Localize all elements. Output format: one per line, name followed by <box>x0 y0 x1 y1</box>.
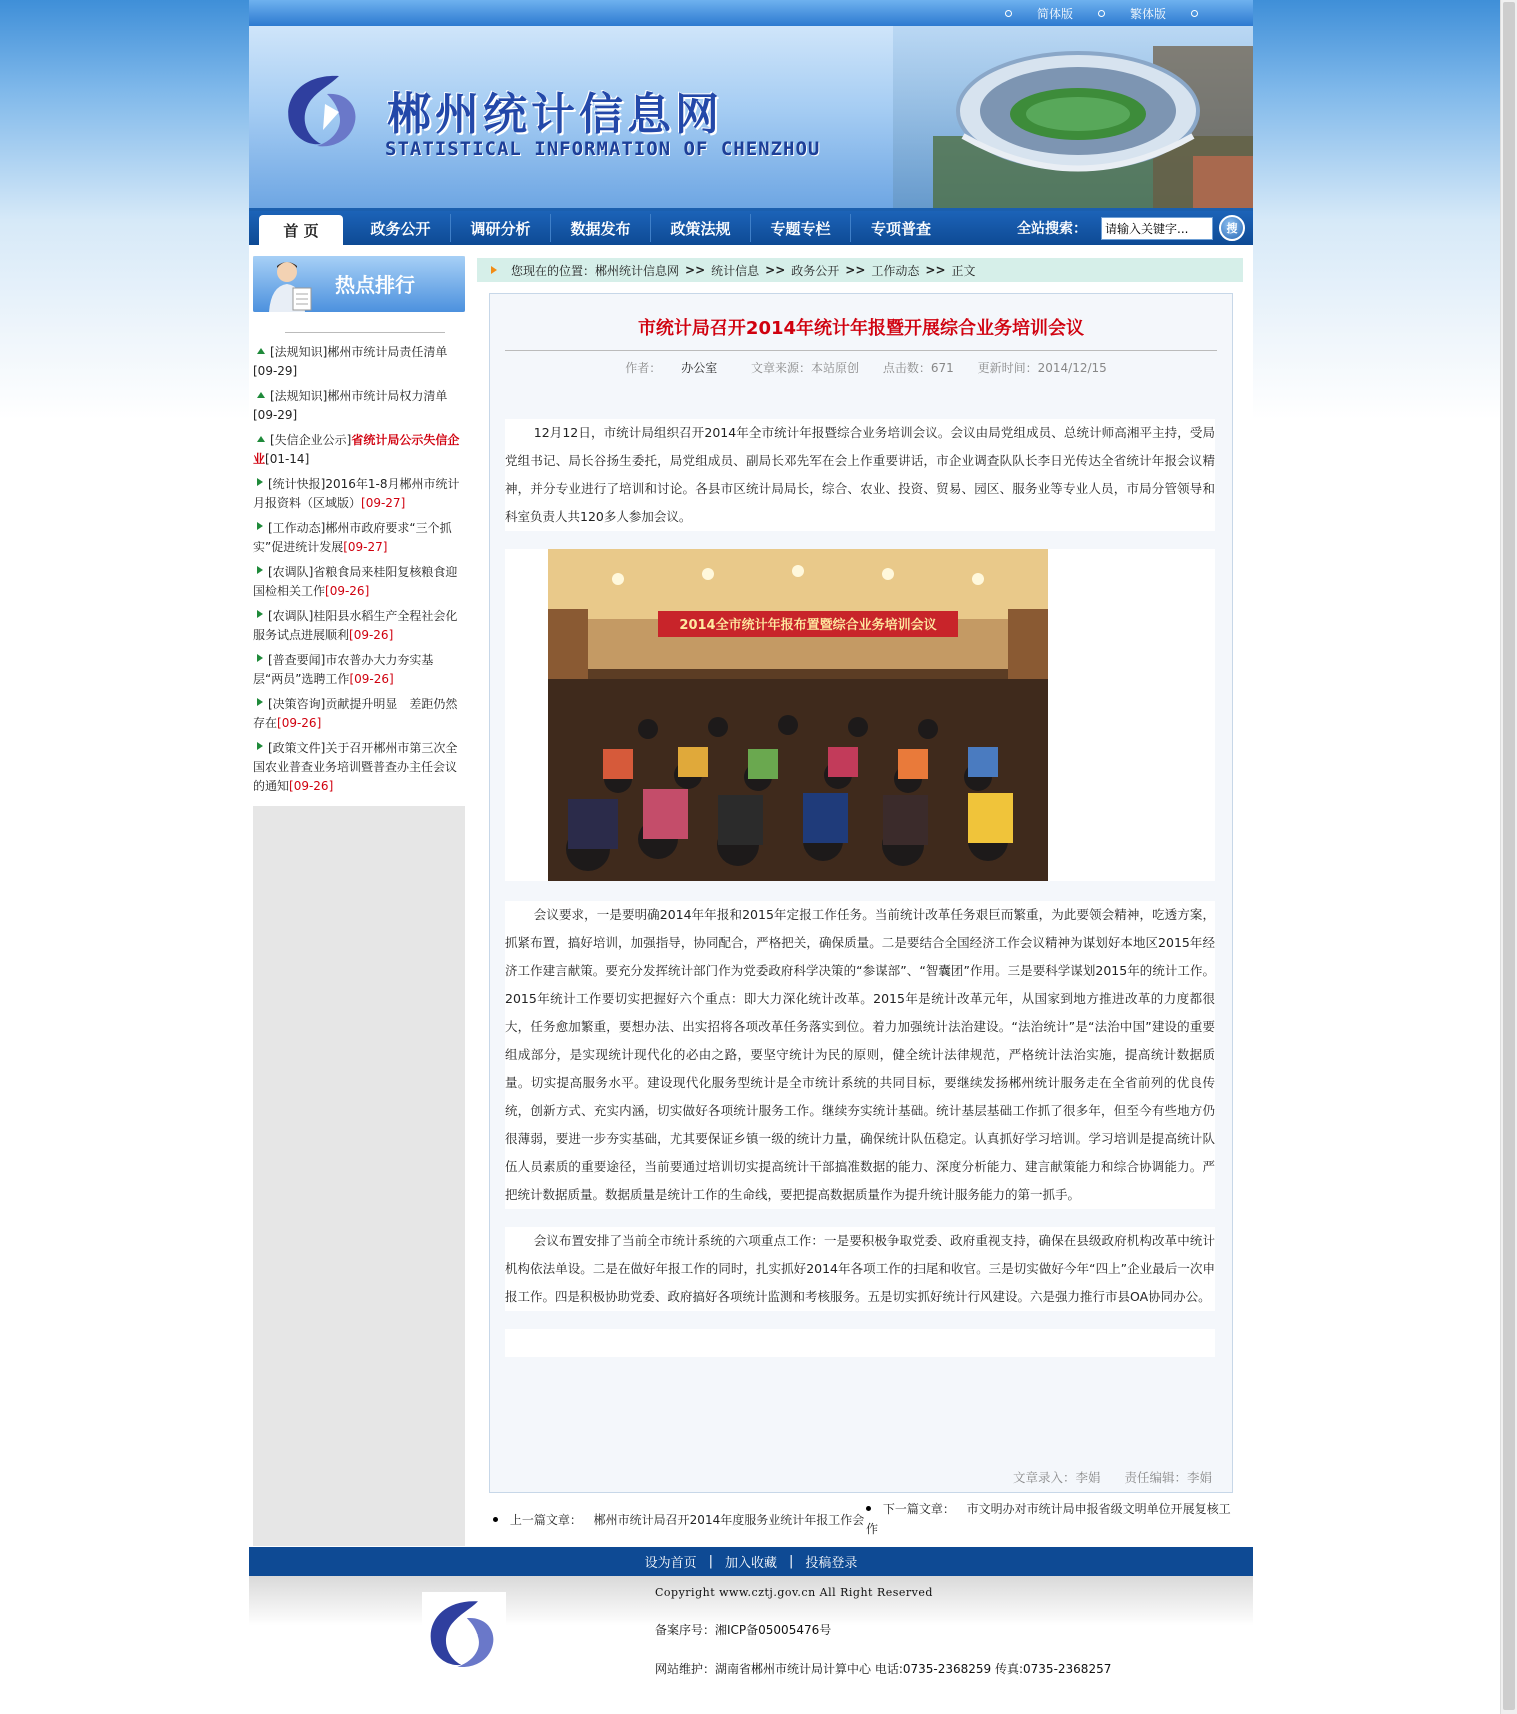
hot-item-category: [失信企业公示] <box>270 433 352 447</box>
article-panel <box>489 293 1233 1493</box>
article-author <box>615 361 727 375</box>
hot-list-item[interactable] <box>253 651 465 689</box>
hot-list-item[interactable] <box>253 431 465 469</box>
footer-links-bar <box>249 1547 1253 1576</box>
hot-item-link[interactable]: 省统计局公示失信企业 <box>253 433 460 466</box>
circle-bullet-icon <box>1191 10 1198 17</box>
hot-ranking-header <box>253 256 465 312</box>
stadium-image <box>893 26 1253 211</box>
search-input[interactable] <box>1101 217 1213 240</box>
meeting-photo <box>548 549 1048 881</box>
hot-item-category: [农调队] <box>268 565 314 579</box>
hot-item-link[interactable]: 郴州市政府要求“三个抓实”促进统计发展 <box>253 521 452 554</box>
hot-item-category: [法规知识] <box>270 389 328 403</box>
hot-item-category: [政策文件] <box>268 741 326 755</box>
divider: | <box>789 1554 794 1569</box>
breadcrumb-item[interactable]: 工作动态 <box>871 263 920 278</box>
add-favorite-link[interactable]: 加入收藏 <box>724 1556 777 1571</box>
bullet-icon <box>866 1506 871 1511</box>
breadcrumb-item[interactable]: 郴州统计信息网 <box>595 263 680 278</box>
nav-special-census[interactable]: 专项普查 <box>870 219 931 238</box>
nav-research-analysis[interactable]: 调研分析 <box>451 214 551 242</box>
hot-item-category: [工作动态] <box>268 521 326 535</box>
bullet-arrow-icon <box>257 698 263 706</box>
hot-list-item[interactable] <box>253 519 465 557</box>
footer-logo <box>421 1592 507 1679</box>
author-label: 作者： <box>625 361 662 375</box>
hot-item-date: [09-29] <box>253 364 298 378</box>
bullet-icon <box>493 1517 498 1522</box>
article-photo-frame <box>505 549 1215 881</box>
hot-item-date: [09-26] <box>349 672 394 686</box>
copyright: Copyright www.cztj.gov.cn All Right Reserved <box>655 1586 933 1599</box>
hot-item-category: [法规知识] <box>270 345 328 359</box>
hot-item-date: [09-26] <box>277 716 322 730</box>
top-bar <box>249 0 1253 26</box>
hot-list-item[interactable] <box>253 695 465 733</box>
circle-bullet-icon <box>1098 10 1105 17</box>
meeting-photo-image <box>548 549 1048 881</box>
next-label: 下一篇文章： <box>882 1502 955 1516</box>
bullet-arrow-icon <box>257 654 263 662</box>
nav-government-affairs[interactable]: 政务公开 <box>351 214 451 242</box>
entry-by: 文章录入：李娟 <box>1012 1470 1101 1485</box>
hot-item-category: [决策咨询] <box>268 697 326 711</box>
breadcrumb-item: 正文 <box>951 263 976 278</box>
hot-item-link[interactable]: 2016年1-8月郴州市统计月报资料（区域版） <box>253 477 460 510</box>
article-editors <box>993 1468 1212 1486</box>
hot-item-link[interactable]: 贡献提升明显 差距仍然存在 <box>253 697 458 730</box>
hot-ranking-title: 热点排行 <box>335 273 415 297</box>
site-title-cn: 郴州统计信息网 <box>387 89 723 140</box>
breadcrumb-separator: >> <box>925 263 946 277</box>
title-divider <box>505 350 1217 351</box>
breadcrumb-separator: >> <box>845 263 866 277</box>
article-source: 文章来源：本站原创 <box>751 361 860 375</box>
breadcrumb <box>477 258 1243 282</box>
hot-item-date: [09-26] <box>289 779 334 793</box>
hot-item-link[interactable]: 郴州市统计局责任清单 <box>327 345 448 359</box>
hot-item-date: [09-26] <box>349 628 394 642</box>
article-meta <box>490 359 1232 376</box>
breadcrumb-item[interactable]: 统计信息 <box>711 263 760 278</box>
set-homepage-link[interactable]: 设为首页 <box>644 1556 697 1571</box>
rank-up-icon <box>257 436 265 442</box>
site-logo-icon <box>279 66 369 156</box>
nav-data-release[interactable]: 数据发布 <box>551 214 651 242</box>
hot-item-date: [09-27] <box>361 496 406 510</box>
divider: | <box>708 1554 713 1569</box>
scrollbar-thumb[interactable] <box>1503 2 1515 1710</box>
bullet-arrow-icon <box>257 610 263 618</box>
hot-item-link[interactable]: 关于召开郴州市第三次全国农业普查业务培训暨普查办主任会议的通知 <box>253 741 458 793</box>
circle-bullet-icon <box>1005 10 1012 17</box>
article-body <box>505 419 1215 1357</box>
site-logo[interactable] <box>279 66 369 156</box>
nav-policy-regulations[interactable]: 政策法规 <box>651 214 751 242</box>
hot-item-link[interactable]: 桂阳县水稻生产全程社会化服务试点进展顺利 <box>253 609 458 642</box>
footer-info <box>655 1586 1111 1697</box>
nav-home[interactable]: 首 页 <box>259 215 343 245</box>
hot-item-link[interactable]: 市农普办大力夯实基层“两员”选聘工作 <box>253 653 434 686</box>
responsible-editor: 责任编辑：李娟 <box>1124 1470 1212 1485</box>
prev-article <box>493 1510 864 1530</box>
hot-list-item[interactable] <box>253 387 465 425</box>
hot-ranking-list <box>253 312 465 806</box>
hot-item-link[interactable]: 郴州市统计局权力清单 <box>327 389 448 403</box>
article-paragraph: 会议要求，一是要明确2014年年报和2015年定报工作任务。当前统计改革任务艰巨而繁重，为此要领会精神，吃透方案，抓紧布置，搞好培训，加强指导，协同配合，严格把关，确保质量。二是要结合全国经济工作会议精神为谋划好本地区2015年经济工作建言献策。要充分发挥统计部门作为党委政府科学决策的“参谋部”、“智囊团”作用。三是要科学谋划2015年的统计工作。2015年统计工作要切实把握好六个重点：即大力深化统计改革。2015年是统计改革元年，从国家到地方推进改革的力度都很大，任务愈加繁重，要想办法、出实招将各项改革任务落实到位。着力加强统计法治建设。“法治统计”是“法治中国”建设的重要组成部分，是实现统计现代化的必由之路，要坚守统计为民的原则，健全统计法律规范，严格统计法治实施，提高统计数据质量。切实提高服务水平。建设现代化服务型统计是全市统计系统的共同目标，要继续发扬郴州统计服务走在全省前列的优良传统，创新方式、充实内涵，切实做好各项统计服务工作。继续夯实统计基础。统计基层基础工作抓了很多年，但至今有些地方仍很薄弱，要进一步夯实基础，尤其要保证乡镇一级的统计力量，确保统计队伍稳定。认真抓好学习培训。学习培训是提高统计队伍人员素质的重要途径，当前要通过培训切实提高统计干部搞准数据的能力、深度分析能力、建言献策能力和综合协调能力。严把统计数据质量。数据质量是统计工作的生命线，要把提高数据质量作为提升统计服务能力的第一抓手。 <box>505 901 1215 1209</box>
hot-item-date: [09-26] <box>325 584 370 598</box>
bullet-arrow-icon <box>257 566 263 574</box>
footer <box>249 1576 1253 1700</box>
hot-item-date: [09-29] <box>253 408 298 422</box>
bullet-arrow-icon <box>257 522 263 530</box>
hot-item-category: [农调队] <box>268 609 314 623</box>
sidebar <box>253 256 465 1546</box>
hot-item-category: [统计快报] <box>268 477 326 491</box>
breadcrumb-separator: >> <box>765 263 786 277</box>
page-container <box>249 0 1253 1700</box>
prev-label: 上一篇文章： <box>509 1513 582 1527</box>
article-hits: 点击数：671 <box>882 361 954 375</box>
article-updated: 更新时间：2014/12/15 <box>977 361 1107 375</box>
simplified-chinese-link[interactable]: 简体版 <box>1036 6 1073 21</box>
author-name: 办公室 <box>681 361 718 375</box>
breadcrumb-arrow-icon <box>491 266 497 274</box>
rank-up-icon <box>257 348 265 354</box>
hot-item-category: [普查要闻] <box>268 653 326 667</box>
breadcrumb-prefix: 您现在的位置： <box>511 263 596 278</box>
hot-item-date: [01-14] <box>265 452 310 466</box>
next-article-link[interactable]: 市文明办对市统计局申报省级文明单位开展复核工作 <box>866 1502 1231 1536</box>
bullet-arrow-icon <box>257 742 263 750</box>
site-title-en: STATISTICAL INFORMATION OF CHENZHOU <box>385 138 821 160</box>
hot-item-link[interactable]: 省粮食局来桂阳复核粮食迎国检相关工作 <box>253 565 458 598</box>
blank-row <box>505 1329 1215 1357</box>
divider <box>285 332 445 333</box>
breadcrumb-separator: >> <box>685 263 706 277</box>
reader-person-icon <box>267 258 317 312</box>
icp-record: 备案序号：湘ICP备05005476号 <box>655 1623 832 1637</box>
photo-banner-text: 2014全市统计年报布置暨综合业务培训会议 <box>679 618 937 633</box>
prev-article-link[interactable]: 郴州市统计局召开2014年度服务业统计年报工作会 <box>593 1513 865 1527</box>
hot-item-date: [09-27] <box>343 540 388 554</box>
rank-up-icon <box>257 392 265 398</box>
hot-list-item[interactable] <box>253 563 465 601</box>
footer-logo-icon <box>421 1592 507 1676</box>
submission-login-link[interactable]: 投稿登录 <box>805 1556 858 1571</box>
hot-list-item[interactable] <box>253 739 465 796</box>
article-paragraph: 会议布置安排了当前全市统计系统的六项重点工作：一是要积极争取党委、政府重视支持，确保在县级政府机构改革中统计机构依法单设。二是在做好年报工作的同时，扎实抓好2014年各项工作的扫尾和收官。三是切实做好今年“四上”企业最后一次申报工作。四是积极协助党委、政府搞好各项统计监测和考核服务。五是切实抓好统计行风建设。六是强力推行市县OA协同办公。 <box>505 1227 1215 1311</box>
main-nav <box>249 211 1253 245</box>
nav-special-topics[interactable]: 专题专栏 <box>751 214 851 242</box>
breadcrumb-item[interactable]: 政务公开 <box>791 263 840 278</box>
next-article <box>866 1499 1232 1539</box>
article-paragraph: 12月12日，市统计局组织召开2014年全市统计年报暨综合业务培训会议。会议由局党组成员、总统计师高湘平主持，受局党组书记、局长谷扬生委托，局党组成员、副局长邓先军在会上作重要讲话，市企业调查队队长李日光传达全省统计年报会议精神，并分专业进行了培训和讨论。各县市区统计局局长，综合、农业、投资、贸易、园区、服务业等专业人员，市局分管领导和科室负责人共120多人参加会议。 <box>505 419 1215 531</box>
traditional-chinese-link[interactable]: 繁体版 <box>1129 6 1166 21</box>
site-banner <box>249 26 1253 211</box>
hot-list-item[interactable] <box>253 607 465 645</box>
article-title: 市统计局召开2014年统计年报暨开展综合业务培训会议 <box>637 318 1085 339</box>
vertical-scrollbar[interactable] <box>1500 0 1517 1714</box>
bullet-arrow-icon <box>257 478 263 486</box>
search-label: 全站搜索： <box>1017 221 1087 237</box>
site-maintenance: 网站维护：湖南省郴州市统计局计算中心 电话:0735-2368259 传真:0735-2368257 <box>655 1662 1112 1676</box>
hot-list-item[interactable] <box>253 475 465 513</box>
site-search <box>1017 215 1245 241</box>
hot-list-item[interactable] <box>253 343 465 381</box>
search-button[interactable]: 搜 <box>1219 215 1245 241</box>
